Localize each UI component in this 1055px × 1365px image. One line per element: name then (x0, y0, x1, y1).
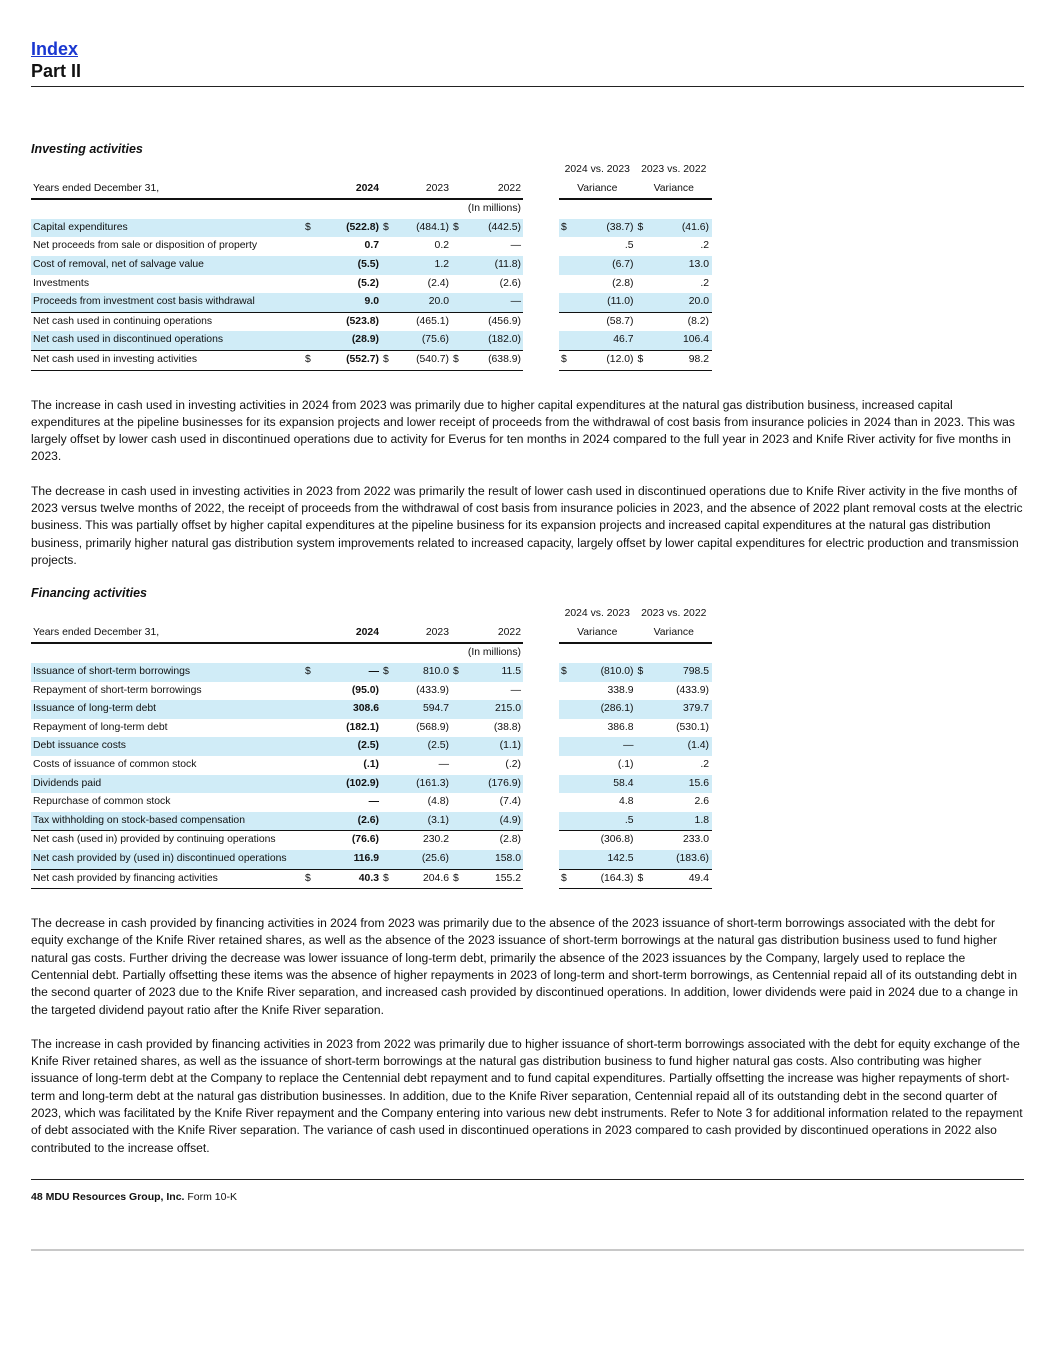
table-row (31, 850, 712, 869)
currency-2024 (303, 719, 323, 738)
row-label: Investments (33, 277, 90, 289)
currency-variance-2 (636, 737, 674, 756)
value-2024: 116.9 (323, 850, 381, 869)
value-2024: (182.1) (346, 721, 379, 733)
footer-page-company: 48 MDU Resources Group, Inc. (31, 1190, 185, 1203)
currency-2023: $ (381, 869, 399, 889)
value-variance-1: (2.8) (612, 277, 634, 289)
currency-variance-1 (559, 275, 597, 294)
currency-2024 (303, 331, 323, 350)
col-variance-2: Variance (636, 180, 713, 200)
currency-variance-2 (636, 312, 674, 331)
currency-2024 (303, 293, 323, 312)
value-2023: (25.6) (399, 850, 451, 869)
currency-variance-2 (636, 682, 674, 701)
row-label: Net cash used in discontinued operations (31, 331, 303, 350)
value-variance-2: 106.4 (674, 331, 712, 350)
currency-2023 (381, 831, 399, 850)
value-variance-2: 379.7 (674, 700, 712, 719)
table-row (31, 350, 712, 370)
value-variance-1: 386.8 (607, 721, 634, 733)
currency-variance-1 (559, 775, 597, 794)
value-2024: — (323, 663, 381, 682)
years-label: Years ended December 31, (31, 624, 303, 644)
table-row (31, 869, 712, 889)
currency-variance-2: $ (636, 869, 674, 889)
financing-paragraph-1: The decrease in cash provided by financing activities in 2024 from 2023 was primarily due to the absence of the 2023 issuance of short-term borrowings associated with the debt for equity exchange of the Knife River retained shares, as well as the absence of the 2023 issuance of short-term borrowings at the natural gas distribution business used to fund higher natural gas costs. Further driving the decrease was lower issuance of long-term debt, primarily the absence of the 2023 issuances by the Company, largely used to replace the Centennial debt. Partially offsetting these items was the absence of higher repayments in 2023 of long-term and short-term borrowings, as Centennial repaid all of its outstanding debt in the second quarter of 2023 due to the Knife River separation, and increased cash provided by discontinued operations. In addition, lower dividends were paid in 2024 due to a change in the targeted dividend payout ratio after the Knife River separation. (31, 916, 1018, 1017)
currency-variance-2 (636, 275, 674, 294)
table-row (31, 293, 712, 312)
currency-variance-2: $ (636, 219, 674, 238)
value-2023: 204.6 (399, 869, 451, 889)
currency-2022: $ (451, 350, 469, 370)
value-variance-1: (286.1) (597, 700, 635, 719)
currency-variance-2 (636, 256, 674, 275)
currency-2022: $ (451, 663, 469, 682)
financing-paragraph-2: The increase in cash provided by financing activities in 2023 from 2022 was primarily due to higher issuance of short-term borrowings associated with the debt for equity exchange of the Knife River retained shares, as well as the issuance of short-term borrowings at the natural gas distribution business to fund higher natural gas costs. Also contributing was higher issuance of long-term debt at the Company to replace the Centennial debt repayment and to fund capital expenditures. Partially offsetting the increase was higher repayments of short-term and long-term debt at the natural gas distribution businesses. In addition, due to the Knife River separation, Centennial repaid all of its outstanding debt in the second quarter of 2023, which was facilitated by the Knife River repayment and the Company entering into various new debt instruments. Refer to Note 3 for additional information related to the repayment of debt associated with the Knife River separation. The variance of cash used in discontinued operations in 2023 compared to cash provided by discontinued operations in 2022 also contributed to the increase offset. (31, 1036, 1023, 1155)
value-2022: (176.9) (469, 775, 523, 794)
currency-2024 (303, 275, 323, 294)
value-2022: — (469, 293, 523, 312)
currency-variance-2 (636, 237, 674, 256)
value-2024: 9.0 (323, 293, 381, 312)
table-header-top (31, 161, 712, 180)
value-2022: (11.8) (469, 256, 523, 275)
page-bottom-divider (31, 1249, 1024, 1251)
row-label: Net cash provided by (used in) discontinued operations (31, 850, 303, 869)
value-2024: 40.3 (323, 869, 381, 889)
currency-variance-2: $ (636, 663, 674, 682)
currency-variance-1 (559, 682, 597, 701)
variance-head-2: 2023 vs. 2022 (641, 608, 707, 620)
currency-2022 (451, 700, 469, 719)
table-row (31, 831, 712, 850)
units-label: (In millions) (467, 647, 521, 659)
value-2024: (552.7) (323, 350, 381, 370)
currency-variance-1 (559, 793, 597, 812)
currency-2023 (381, 756, 399, 775)
value-2022: 11.5 (469, 663, 523, 682)
value-variance-1: (11.0) (597, 293, 635, 312)
currency-2024 (303, 756, 323, 775)
value-variance-2: (530.1) (676, 721, 709, 733)
value-2023: (568.9) (416, 721, 449, 733)
page-footer (31, 1191, 1024, 1203)
row-label: Proceeds from investment cost basis withdrawal (31, 293, 303, 312)
units-label: (In millions) (467, 203, 521, 215)
value-2022: (4.9) (469, 812, 523, 831)
value-2022: (638.9) (469, 350, 523, 370)
table-header (31, 180, 712, 200)
currency-2022 (451, 831, 469, 850)
currency-variance-2 (636, 331, 674, 350)
value-variance-2: (433.9) (676, 684, 709, 696)
currency-2022 (451, 756, 469, 775)
currency-2023 (381, 719, 399, 738)
value-2022: (7.4) (499, 796, 521, 808)
currency-variance-1: $ (559, 869, 597, 889)
col-2023: 2023 (399, 624, 451, 644)
row-label: Debt issuance costs (31, 737, 303, 756)
table-row (31, 331, 712, 350)
value-2023: (2.4) (427, 277, 449, 289)
currency-2024 (303, 775, 323, 794)
value-2022: (.2) (505, 758, 521, 770)
value-2024: (5.5) (323, 256, 381, 275)
value-2022: (456.9) (469, 312, 523, 331)
value-2022: 155.2 (469, 869, 523, 889)
row-label: Net cash (used in) provided by continuing operations (31, 831, 303, 850)
variance-head-1: 2024 vs. 2023 (564, 164, 630, 175)
value-2023: (433.9) (416, 684, 449, 696)
currency-2022 (451, 850, 469, 869)
currency-variance-2 (636, 756, 674, 775)
value-2022: 215.0 (469, 700, 523, 719)
currency-variance-1: $ (559, 350, 597, 370)
currency-variance-2: $ (636, 350, 674, 370)
value-variance-2: 1.8 (674, 812, 712, 831)
table-row (31, 219, 712, 238)
currency-2023 (381, 737, 399, 756)
table-header-top (31, 605, 712, 624)
value-2023: 230.2 (399, 831, 451, 850)
value-2022: (2.8) (469, 831, 523, 850)
table-row (31, 793, 712, 812)
value-2023: (465.1) (399, 312, 451, 331)
value-2023: 1.2 (399, 256, 451, 275)
index-link[interactable]: Index (31, 39, 79, 59)
currency-variance-1 (559, 812, 597, 831)
value-2022: 158.0 (469, 850, 523, 869)
row-label: Net cash used in continuing operations (31, 312, 303, 331)
table-row (31, 312, 712, 331)
row-label: Repayment of long-term debt (33, 721, 168, 733)
currency-variance-1 (559, 737, 597, 756)
investing-paragraph-2: The decrease in cash used in investing activities in 2023 from 2022 was primarily the result of lower cash used in discontinued operations due to Knife River activity in the five months of 2023 versus twelve months of 2022, the receipt of proceeds from the withdrawal of cost basis from insurance policies in 2023, and the absence of 2022 plant removal costs at the electric business. This was partially offset by higher capital expenditures at the pipeline business for its expansion projects and increased capital expenditures at the natural gas distribution business, primarily higher natural gas distribution system improvements related to increased capacity, largely offset by lower capital expenditures for electric production and transmission projects. (31, 483, 1023, 567)
value-variance-2: .2 (700, 758, 709, 770)
financing-title: Financing activities (31, 586, 148, 601)
currency-variance-1 (559, 700, 597, 719)
currency-2022 (451, 719, 469, 738)
currency-variance-2 (636, 700, 674, 719)
value-variance-1: (58.7) (597, 312, 635, 331)
value-2023: (540.7) (399, 350, 451, 370)
value-variance-1: (810.0) (597, 663, 635, 682)
value-2022: — (510, 684, 521, 696)
financing-table (31, 605, 712, 889)
value-2024: — (368, 796, 379, 808)
currency-variance-1: $ (559, 219, 597, 238)
investing-title: Investing activities (31, 142, 143, 156)
value-2022: (38.8) (493, 721, 521, 733)
table-row (31, 756, 712, 775)
table-row (31, 256, 712, 275)
currency-variance-1 (559, 256, 597, 275)
currency-2022 (451, 793, 469, 812)
currency-2024: $ (303, 663, 323, 682)
row-label: Issuance of long-term debt (31, 700, 303, 719)
col-2024: 2024 (323, 624, 381, 644)
value-2024: 0.7 (364, 240, 379, 252)
value-variance-1: (164.3) (597, 869, 635, 889)
col-2024: 2024 (323, 180, 381, 200)
currency-2024 (303, 700, 323, 719)
currency-2024 (303, 793, 323, 812)
value-2023: — (438, 758, 449, 770)
value-2022: (182.0) (469, 331, 523, 350)
row-label: Costs of issuance of common stock (33, 758, 197, 770)
value-2024: (5.2) (357, 277, 379, 289)
currency-variance-2 (636, 850, 674, 869)
currency-2023: $ (381, 350, 399, 370)
row-label: Dividends paid (31, 775, 303, 794)
value-2023: (75.6) (399, 331, 451, 350)
currency-2022 (451, 256, 469, 275)
row-label: Tax withholding on stock-based compensation (31, 812, 303, 831)
value-2022: (2.6) (499, 277, 521, 289)
col-2022: 2022 (469, 624, 523, 644)
col-variance-1: Variance (559, 180, 636, 200)
row-label: Repayment of short-term borrowings (33, 684, 202, 696)
value-2024: (28.9) (323, 331, 381, 350)
currency-2022: $ (451, 219, 469, 238)
row-label: Issuance of short-term borrowings (31, 663, 303, 682)
table-row (31, 812, 712, 831)
value-variance-1: 46.7 (597, 331, 635, 350)
row-label: Capital expenditures (31, 219, 303, 238)
row-label: Net cash provided by financing activities (31, 869, 303, 889)
currency-2023 (381, 775, 399, 794)
currency-2024: $ (303, 869, 323, 889)
currency-variance-2 (636, 812, 674, 831)
col-variance-1: Variance (559, 624, 636, 644)
currency-2024 (303, 312, 323, 331)
value-variance-2: 2.6 (694, 796, 709, 808)
table-row (31, 275, 712, 294)
investing-paragraph-1: The increase in cash used in investing activities in 2024 from 2023 was primarily due to higher capital expenditures at the natural gas distribution business, increased capital expenditures at the pipeline businesses for its expansion projects and lower receipt of proceeds from the withdrawal of cost basis from insurance policies in 2024 than in 2023. This was largely offset by lower cash used in discontinued operations due to activity for Everus for ten months in 2024 compared to the full year in 2023 and Knife River activity for five months in 2023. (31, 397, 1015, 464)
value-variance-2: .2 (700, 240, 709, 252)
currency-2023 (381, 237, 399, 256)
value-variance-2: 20.0 (674, 293, 712, 312)
value-2023: (4.8) (427, 796, 449, 808)
currency-2022 (451, 237, 469, 256)
currency-variance-2 (636, 293, 674, 312)
value-2024: (95.0) (351, 684, 379, 696)
value-2024: 308.6 (323, 700, 381, 719)
currency-2023 (381, 793, 399, 812)
variance-head-1: 2024 vs. 2023 (564, 608, 630, 620)
value-2024: (522.8) (323, 219, 381, 238)
table-header (31, 624, 712, 644)
currency-variance-2 (636, 719, 674, 738)
currency-2024 (303, 831, 323, 850)
currency-2024 (303, 737, 323, 756)
value-2024: (76.6) (323, 831, 381, 850)
value-2024: (.1) (363, 758, 379, 770)
investing-table (31, 161, 712, 371)
currency-2023 (381, 331, 399, 350)
row-label: Net proceeds from sale or disposition of property (33, 240, 258, 252)
currency-2022 (451, 737, 469, 756)
currency-variance-2 (636, 831, 674, 850)
value-variance-1: (12.0) (597, 350, 635, 370)
currency-variance-1 (559, 831, 597, 850)
value-variance-2: 233.0 (674, 831, 712, 850)
currency-2023 (381, 682, 399, 701)
col-variance-2: Variance (636, 624, 713, 644)
value-variance-2: 49.4 (674, 869, 712, 889)
value-variance-1: (6.7) (597, 256, 635, 275)
currency-2022 (451, 812, 469, 831)
table-row (31, 719, 712, 738)
currency-variance-1 (559, 719, 597, 738)
value-variance-1: 338.9 (607, 684, 634, 696)
value-variance-1: (38.7) (597, 219, 635, 238)
row-label: Net cash used in investing activities (31, 350, 303, 370)
currency-2024 (303, 812, 323, 831)
table-row (31, 663, 712, 682)
currency-variance-1 (559, 312, 597, 331)
col-2023: 2023 (399, 180, 451, 200)
currency-variance-1 (559, 237, 597, 256)
value-2023: (3.1) (399, 812, 451, 831)
value-2023: 594.7 (399, 700, 451, 719)
value-2022: — (510, 240, 521, 252)
value-2024: (2.6) (323, 812, 381, 831)
currency-2023 (381, 312, 399, 331)
page (31, 38, 1024, 1251)
col-2022: 2022 (469, 180, 523, 200)
value-2023: (2.5) (399, 737, 451, 756)
currency-2024 (303, 850, 323, 869)
years-label: Years ended December 31, (31, 180, 303, 200)
value-variance-2: 13.0 (674, 256, 712, 275)
value-2023: 0.2 (434, 240, 449, 252)
value-variance-2: (183.6) (674, 850, 712, 869)
currency-2024 (303, 682, 323, 701)
value-2023: (161.3) (399, 775, 451, 794)
footer-form: Form 10-K (187, 1190, 237, 1203)
currency-2022 (451, 312, 469, 331)
currency-2023 (381, 256, 399, 275)
value-2023: (484.1) (399, 219, 451, 238)
row-label: Repurchase of common stock (33, 796, 171, 808)
currency-2024: $ (303, 219, 323, 238)
value-variance-2: 98.2 (674, 350, 712, 370)
currency-variance-2 (636, 793, 674, 812)
currency-2022 (451, 775, 469, 794)
table-row (31, 237, 712, 256)
currency-variance-1 (559, 331, 597, 350)
value-variance-1: 142.5 (597, 850, 635, 869)
part-heading: Part II (31, 61, 82, 81)
currency-2024: $ (303, 350, 323, 370)
currency-2024 (303, 237, 323, 256)
value-variance-2: 15.6 (674, 775, 712, 794)
row-label: Cost of removal, net of salvage value (31, 256, 303, 275)
currency-2022 (451, 331, 469, 350)
currency-2024 (303, 256, 323, 275)
currency-2023 (381, 293, 399, 312)
currency-2022: $ (451, 869, 469, 889)
table-row (31, 775, 712, 794)
currency-variance-1 (559, 756, 597, 775)
currency-variance-1 (559, 850, 597, 869)
value-2023: 810.0 (399, 663, 451, 682)
value-variance-2: .2 (700, 277, 709, 289)
value-2024: (102.9) (323, 775, 381, 794)
value-2023: 20.0 (399, 293, 451, 312)
units-row (31, 199, 712, 219)
value-variance-1: 58.4 (597, 775, 635, 794)
table-row (31, 700, 712, 719)
value-variance-2: (8.2) (674, 312, 712, 331)
currency-2023: $ (381, 663, 399, 682)
value-variance-1: 4.8 (619, 796, 634, 808)
units-row (31, 643, 712, 663)
currency-2022 (451, 293, 469, 312)
currency-variance-1 (559, 293, 597, 312)
value-variance-1: (306.8) (597, 831, 635, 850)
currency-variance-1: $ (559, 663, 597, 682)
currency-2022 (451, 275, 469, 294)
value-2022: (1.1) (469, 737, 523, 756)
value-2022: (442.5) (469, 219, 523, 238)
table-row (31, 682, 712, 701)
value-2024: (2.5) (323, 737, 381, 756)
value-variance-2: (1.4) (674, 737, 712, 756)
value-variance-2: (41.6) (674, 219, 712, 238)
currency-2023 (381, 275, 399, 294)
value-variance-2: 798.5 (674, 663, 712, 682)
table-row (31, 737, 712, 756)
value-variance-1: — (597, 737, 635, 756)
currency-2023: $ (381, 219, 399, 238)
value-variance-1: .5 (624, 240, 634, 252)
value-variance-1: .5 (597, 812, 635, 831)
value-variance-1: (.1) (617, 758, 634, 770)
currency-2023 (381, 700, 399, 719)
currency-2023 (381, 812, 399, 831)
variance-head-2: 2023 vs. 2022 (641, 164, 707, 175)
currency-2023 (381, 850, 399, 869)
value-2024: (523.8) (323, 312, 381, 331)
currency-variance-2 (636, 775, 674, 794)
currency-2022 (451, 682, 469, 701)
